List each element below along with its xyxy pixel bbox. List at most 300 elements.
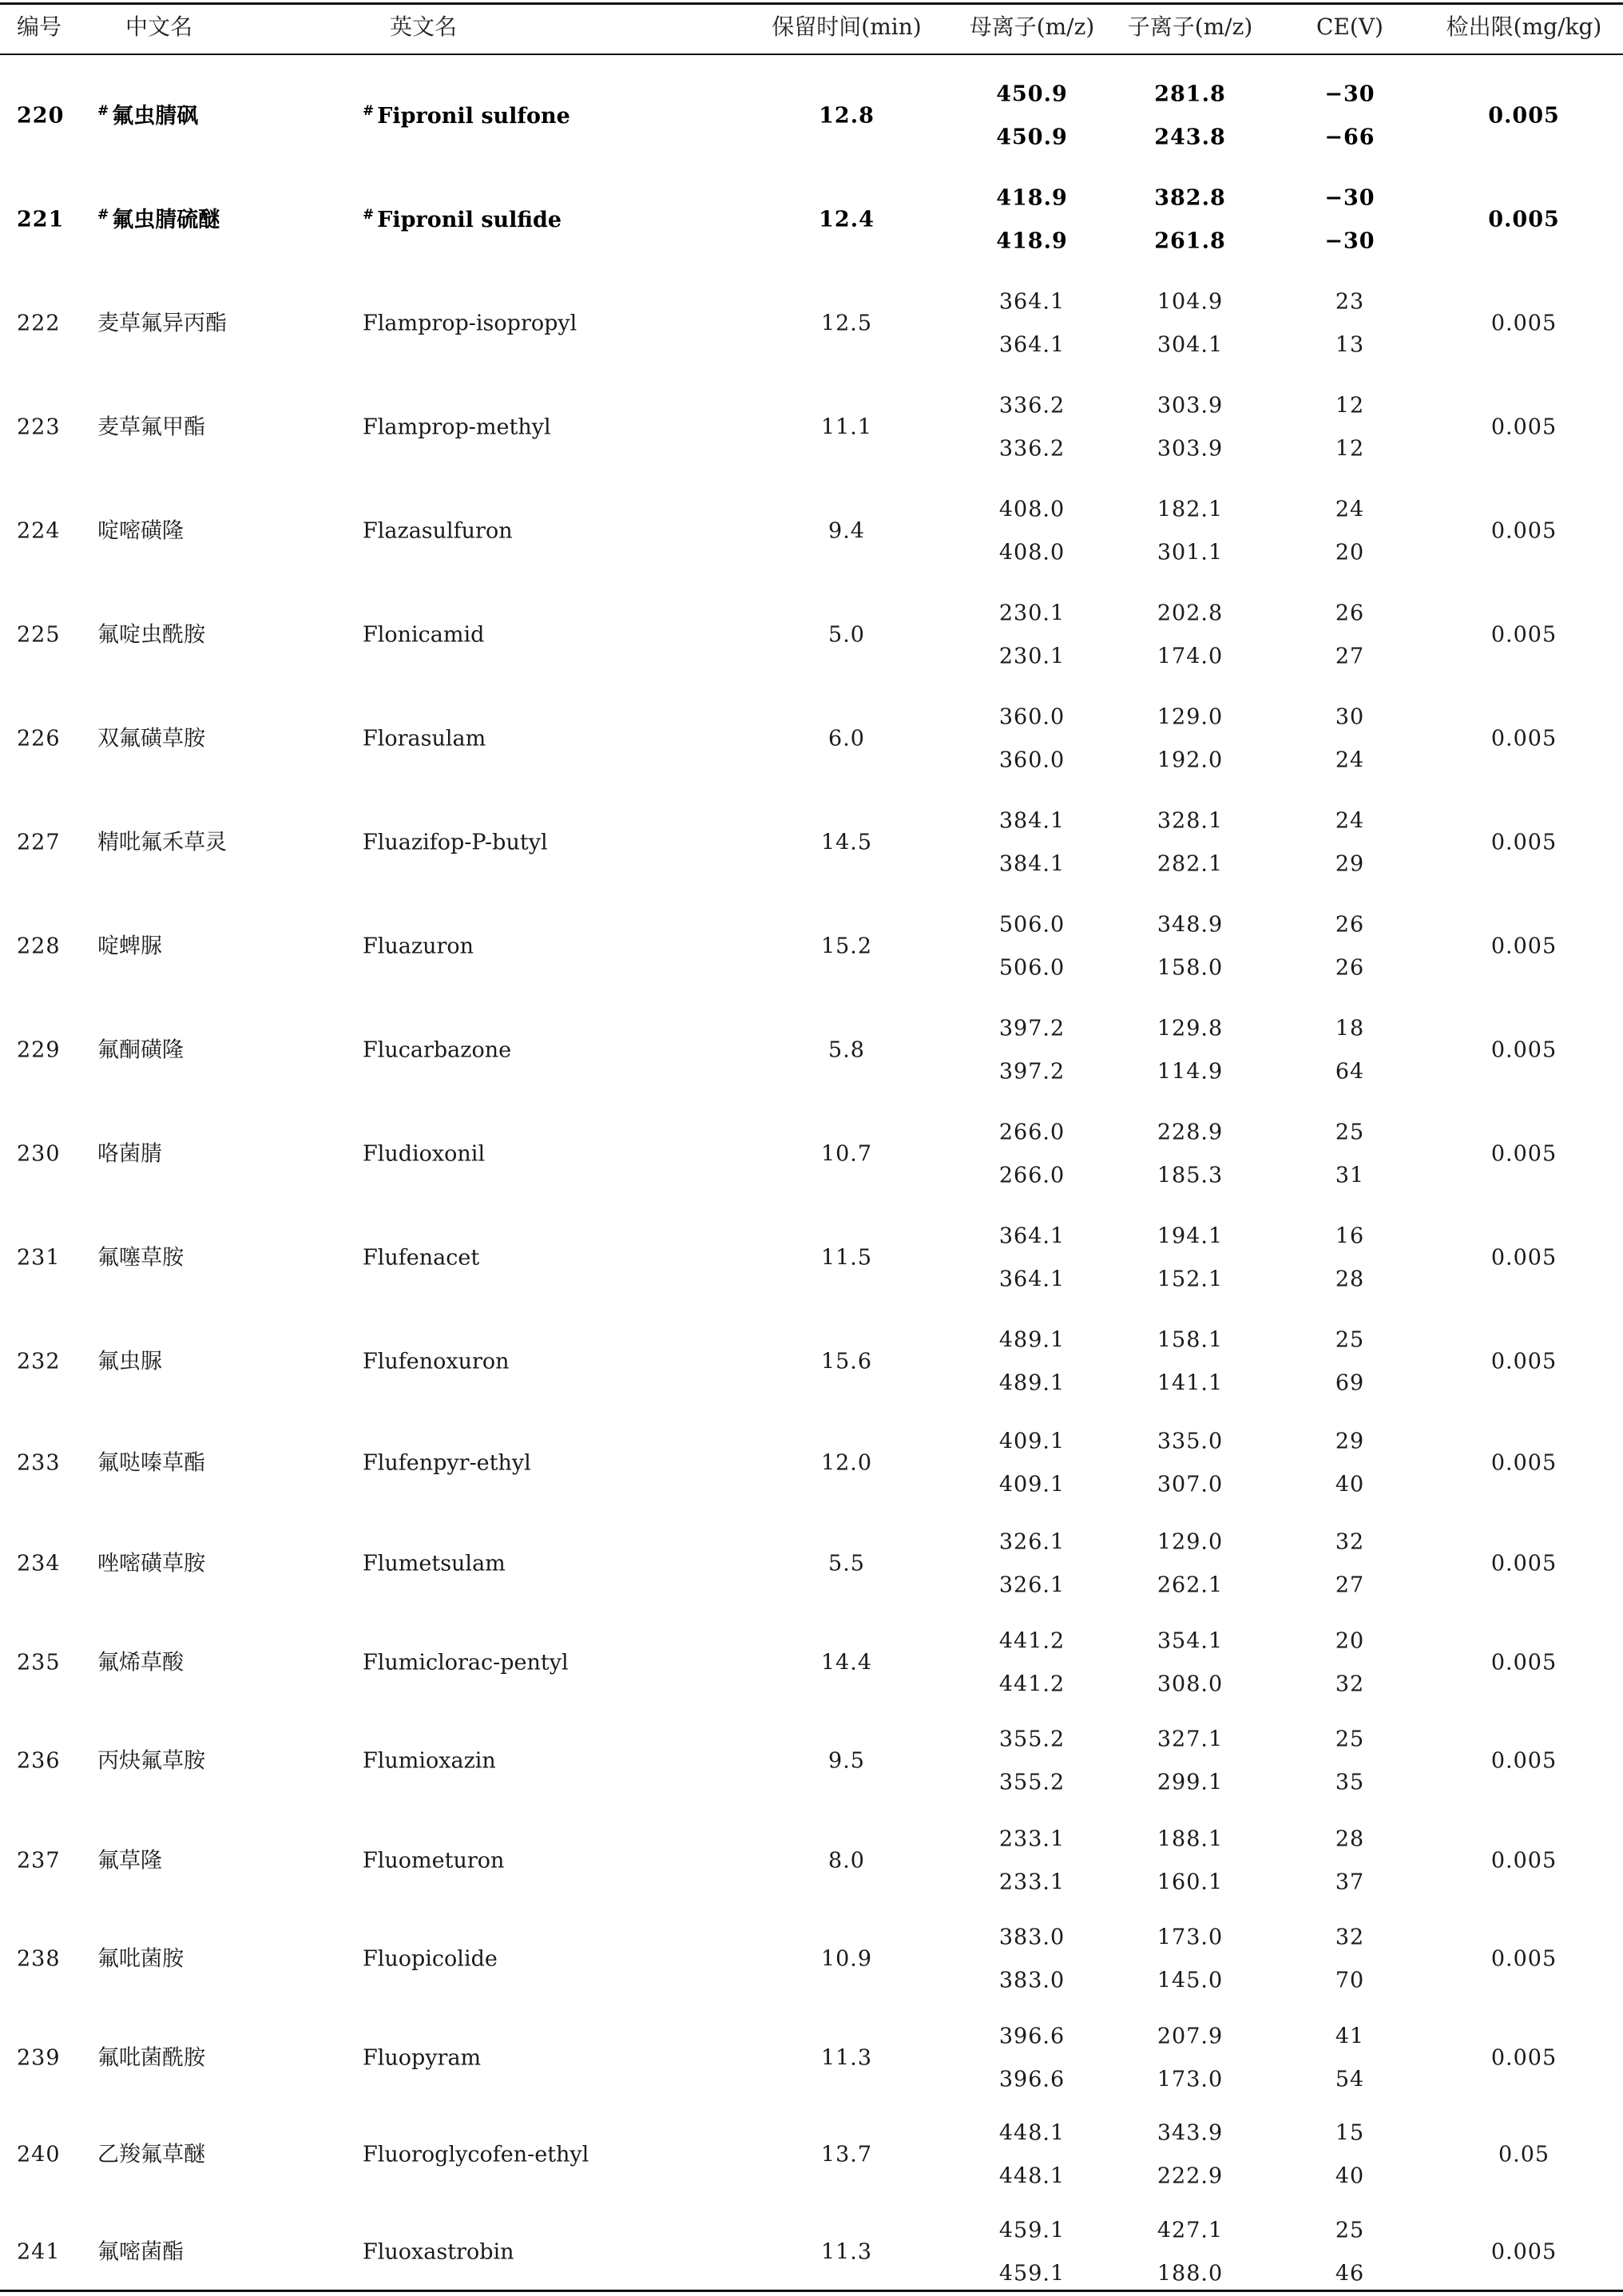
header-detection-limit: 检出限(mg/kg) <box>1446 14 1602 40</box>
parent-ion: 408.0 <box>998 497 1065 522</box>
collision-energy: 28 <box>1335 1826 1365 1852</box>
retention-time: 5.0 <box>828 622 865 648</box>
english-name-cell <box>363 1351 510 1373</box>
retention-time: 10.9 <box>820 1946 873 1972</box>
english-name: Flufenoxuron <box>363 1349 510 1374</box>
english-name: Fluopyram <box>363 2045 482 2071</box>
detection-limit: 0.005 <box>1490 1037 1558 1063</box>
retention-time: 14.4 <box>820 1650 873 1675</box>
chinese-name-cell <box>97 1748 205 1774</box>
product-ion: 152.1 <box>1157 1267 1224 1292</box>
chinese-name-cell <box>97 1351 162 1373</box>
chinese-name: 麦草氟异丙酯 <box>97 311 227 336</box>
collision-energy: 32 <box>1335 1925 1365 1950</box>
chinese-name: 啶嘧磺隆 <box>97 518 184 544</box>
product-ion: 202.8 <box>1157 601 1224 626</box>
header-collision-energy: CE(V) <box>1316 14 1383 40</box>
collision-energy: 25 <box>1335 1727 1365 1752</box>
chinese-name: 氟哒嗪草酯 <box>97 1450 205 1476</box>
detection-limit: 0.005 <box>1490 1650 1558 1675</box>
product-ion: 243.8 <box>1154 125 1226 150</box>
product-ion: 304.1 <box>1157 332 1224 358</box>
parent-ion: 326.1 <box>998 1572 1065 1598</box>
parent-ion: 266.0 <box>998 1163 1065 1188</box>
collision-energy: 69 <box>1335 1370 1365 1396</box>
collision-energy: 32 <box>1335 1671 1365 1697</box>
english-name-cell <box>363 728 486 750</box>
retention-time: 10.7 <box>820 1141 873 1167</box>
english-name-cell <box>363 2045 482 2071</box>
english-name: Flufenacet <box>363 1245 480 1271</box>
english-name: Flamprop-methyl <box>363 414 551 440</box>
collision-energy: 40 <box>1335 2163 1365 2189</box>
product-ion: 129.0 <box>1157 704 1224 730</box>
product-ion: 348.9 <box>1157 912 1224 938</box>
collision-energy: 15 <box>1335 2120 1365 2146</box>
parent-ion: 409.1 <box>998 1472 1065 1497</box>
parent-ion: 384.1 <box>998 808 1065 834</box>
product-ion: 282.1 <box>1157 851 1224 877</box>
product-ion: 185.3 <box>1157 1163 1224 1188</box>
parent-ion: 355.2 <box>998 1727 1065 1752</box>
detection-limit: 0.005 <box>1488 207 1560 232</box>
detection-limit: 0.005 <box>1490 311 1558 336</box>
product-ion: 303.9 <box>1157 436 1224 462</box>
parent-ion: 383.0 <box>998 1968 1065 1993</box>
collision-energy: 32 <box>1335 1529 1365 1555</box>
chinese-name: 氟虫脲 <box>97 1349 162 1374</box>
collision-energy: 18 <box>1335 1016 1365 1041</box>
english-name: Fluazuron <box>363 934 474 959</box>
collision-energy: 46 <box>1335 2261 1365 2286</box>
row-number: 220 <box>17 103 65 129</box>
collision-energy: 20 <box>1335 540 1365 565</box>
row-number: 237 <box>17 1848 61 1874</box>
collision-energy: 16 <box>1335 1223 1365 1249</box>
chinese-name: 氟噻草胺 <box>97 1245 184 1271</box>
chinese-name: 氟啶虫酰胺 <box>97 622 205 648</box>
chinese-name-cell <box>97 1850 162 1872</box>
row-number: 229 <box>17 1037 61 1063</box>
row-number: 234 <box>17 1551 61 1576</box>
product-ion: 182.1 <box>1157 497 1224 522</box>
retention-time: 12.0 <box>820 1450 873 1476</box>
parent-ion: 230.1 <box>998 601 1065 626</box>
retention-time: 5.5 <box>828 1551 865 1576</box>
collision-energy: 37 <box>1335 1870 1365 1895</box>
parent-ion: 355.2 <box>998 1770 1065 1795</box>
product-ion: 299.1 <box>1157 1770 1224 1795</box>
chinese-name: 双氟磺草胺 <box>97 726 205 751</box>
product-ion: 301.1 <box>1157 540 1224 565</box>
collision-energy: 70 <box>1335 1968 1365 1993</box>
english-name: Fludioxonil <box>363 1141 486 1167</box>
english-name-cell <box>363 1553 506 1575</box>
parent-ion: 506.0 <box>998 955 1065 981</box>
product-ion: 173.0 <box>1157 1925 1224 1950</box>
collision-energy: 29 <box>1335 851 1365 877</box>
footnote-mark: # <box>363 207 375 223</box>
collision-energy: 26 <box>1335 955 1365 981</box>
english-name-cell <box>363 936 474 958</box>
chinese-name: 氟酮磺隆 <box>97 1037 184 1063</box>
chinese-name: 氟烯草酸 <box>97 1650 184 1675</box>
table-bottom-rule <box>0 2290 1623 2292</box>
chinese-name-cell <box>97 1652 184 1674</box>
product-ion: 158.0 <box>1157 955 1224 981</box>
product-ion: 129.0 <box>1157 1529 1224 1555</box>
detection-limit: 0.005 <box>1490 726 1558 751</box>
collision-energy: −30 <box>1324 228 1375 254</box>
collision-energy: 12 <box>1335 436 1365 462</box>
footnote-mark: # <box>97 103 109 119</box>
chinese-name-cell <box>97 2239 184 2265</box>
collision-energy: 26 <box>1335 601 1365 626</box>
parent-ion: 336.2 <box>998 436 1065 462</box>
collision-energy: −30 <box>1324 81 1375 107</box>
english-name: Flucarbazone <box>363 1037 512 1063</box>
english-name: Fluometuron <box>363 1848 505 1874</box>
chinese-name-cell <box>97 728 205 750</box>
detection-limit: 0.005 <box>1490 1141 1558 1167</box>
english-name: Fipronil sulfide <box>377 208 562 232</box>
retention-time: 6.0 <box>828 726 865 751</box>
detection-limit: 0.005 <box>1490 2239 1558 2265</box>
collision-energy: 40 <box>1335 1472 1365 1497</box>
detection-limit: 0.005 <box>1490 1450 1558 1476</box>
retention-time: 11.3 <box>820 2045 873 2071</box>
parent-ion: 360.0 <box>998 747 1065 773</box>
collision-energy: 28 <box>1335 1267 1365 1292</box>
english-name-cell <box>363 518 513 544</box>
table-header-rule <box>0 54 1623 55</box>
parent-ion: 230.1 <box>998 644 1065 669</box>
row-number: 222 <box>17 311 61 336</box>
product-ion: 343.9 <box>1157 2120 1224 2146</box>
english-name-cell <box>363 1652 569 1674</box>
chinese-name: 咯菌腈 <box>97 1141 162 1167</box>
parent-ion: 506.0 <box>998 912 1065 938</box>
row-number: 224 <box>17 518 61 544</box>
retention-time: 11.3 <box>820 2239 873 2265</box>
retention-time: 15.6 <box>820 1349 873 1374</box>
chinese-name: 氟吡菌胺 <box>97 1946 184 1972</box>
product-ion: 262.1 <box>1157 1572 1224 1598</box>
detection-limit: 0.005 <box>1490 1349 1558 1374</box>
english-name: Flumioxazin <box>363 1748 496 1774</box>
english-name-cell <box>363 1037 512 1063</box>
product-ion: 427.1 <box>1157 2218 1224 2243</box>
english-name-cell <box>363 1946 498 1972</box>
chinese-name-cell <box>97 1946 184 1972</box>
chinese-name-cell <box>97 2144 205 2166</box>
product-ion: 114.9 <box>1157 1059 1224 1085</box>
parent-ion: 336.2 <box>998 393 1065 418</box>
product-ion: 327.1 <box>1157 1727 1224 1752</box>
collision-energy: 20 <box>1335 1628 1365 1654</box>
retention-time: 15.2 <box>820 934 873 959</box>
parent-ion: 364.1 <box>998 332 1065 358</box>
chinese-name: 精吡氟禾草灵 <box>97 830 227 855</box>
row-number: 223 <box>17 414 61 440</box>
detection-limit: 0.005 <box>1490 1551 1558 1576</box>
retention-time: 12.8 <box>819 103 875 129</box>
chinese-name: 麦草氟甲酯 <box>97 414 205 440</box>
chinese-name-cell <box>97 1141 162 1167</box>
chinese-name: 乙羧氟草醚 <box>97 2142 205 2167</box>
chinese-name-cell <box>97 414 205 440</box>
detection-limit: 0.005 <box>1490 518 1558 544</box>
product-ion: 173.0 <box>1157 2067 1224 2092</box>
product-ion: 129.8 <box>1157 1016 1224 1041</box>
product-ion: 303.9 <box>1157 393 1224 418</box>
english-name: Fipronil sulfone <box>377 104 570 129</box>
english-name: Fluopicolide <box>363 1946 498 1972</box>
retention-time: 12.4 <box>819 207 875 232</box>
parent-ion: 396.6 <box>998 2067 1065 2092</box>
parent-ion: 364.1 <box>998 289 1065 315</box>
product-ion: 228.9 <box>1157 1120 1224 1145</box>
detection-limit: 0.005 <box>1490 2045 1558 2071</box>
parent-ion: 489.1 <box>998 1327 1065 1353</box>
collision-energy: 24 <box>1335 747 1365 773</box>
english-name-cell <box>363 622 485 648</box>
row-number: 239 <box>17 2045 61 2071</box>
english-name: Fluoxastrobin <box>363 2239 514 2265</box>
english-name-cell <box>363 1450 531 1476</box>
chinese-name-cell <box>97 832 227 854</box>
parent-ion: 459.1 <box>998 2261 1065 2286</box>
parent-ion: 397.2 <box>998 1059 1065 1085</box>
parent-ion: 459.1 <box>998 2218 1065 2243</box>
parent-ion: 418.9 <box>996 228 1068 254</box>
english-name-cell <box>363 208 562 231</box>
product-ion: 194.1 <box>1157 1223 1224 1249</box>
collision-energy: 31 <box>1335 1163 1365 1188</box>
detection-limit: 0.005 <box>1490 934 1558 959</box>
chinese-name-cell <box>97 2045 205 2071</box>
chinese-name: 氟吡菌酰胺 <box>97 2045 205 2071</box>
parent-ion: 418.9 <box>996 185 1068 211</box>
product-ion: 145.0 <box>1157 1968 1224 1993</box>
product-ion: 308.0 <box>1157 1671 1224 1697</box>
product-ion: 261.8 <box>1154 228 1226 254</box>
detection-limit: 0.005 <box>1490 414 1558 440</box>
footnote-mark: # <box>97 207 109 223</box>
collision-energy: 13 <box>1335 332 1365 358</box>
parent-ion: 409.1 <box>998 1429 1065 1454</box>
parent-ion: 233.1 <box>998 1870 1065 1895</box>
parent-ion: 233.1 <box>998 1826 1065 1852</box>
chinese-name: 氟虫腈硫醚 <box>112 208 220 232</box>
footnote-mark: # <box>363 103 375 119</box>
collision-energy: 29 <box>1335 1429 1365 1454</box>
detection-limit: 0.005 <box>1490 1946 1558 1972</box>
english-name: Fluoroglycofen-ethyl <box>363 2142 589 2167</box>
english-name-cell <box>363 414 551 440</box>
english-name-cell <box>363 2239 514 2265</box>
retention-time: 11.1 <box>820 414 873 440</box>
header-retention-time: 保留时间(min) <box>772 14 922 40</box>
collision-energy: 25 <box>1335 2218 1365 2243</box>
retention-time: 14.5 <box>820 830 873 855</box>
english-name: Flumetsulam <box>363 1551 506 1576</box>
parent-ion: 489.1 <box>998 1370 1065 1396</box>
collision-energy: 27 <box>1335 1572 1365 1598</box>
retention-time: 8.0 <box>828 1848 865 1874</box>
collision-energy: 25 <box>1335 1120 1365 1145</box>
chinese-name: 氟虫腈砜 <box>112 104 199 129</box>
row-number: 225 <box>17 622 61 648</box>
english-name-cell <box>363 1247 479 1269</box>
parent-ion: 408.0 <box>998 540 1065 565</box>
collision-energy: 26 <box>1335 912 1365 938</box>
parent-ion: 360.0 <box>998 704 1065 730</box>
parent-ion: 364.1 <box>998 1267 1065 1292</box>
collision-energy: 41 <box>1335 2024 1365 2049</box>
product-ion: 281.8 <box>1154 81 1226 107</box>
row-number: 230 <box>17 1141 61 1167</box>
chinese-name: 氟嘧菌酯 <box>97 2239 184 2265</box>
english-name-cell <box>363 1748 496 1774</box>
english-name-cell <box>363 1850 504 1872</box>
parent-ion: 448.1 <box>998 2120 1065 2146</box>
retention-time: 13.7 <box>820 2142 873 2167</box>
parent-ion: 441.2 <box>998 1671 1065 1697</box>
row-number: 235 <box>17 1650 61 1675</box>
chinese-name: 丙炔氟草胺 <box>97 1748 205 1774</box>
parent-ion: 396.6 <box>998 2024 1065 2049</box>
collision-energy: 23 <box>1335 289 1365 315</box>
chinese-name-cell <box>97 1553 205 1575</box>
parent-ion: 384.1 <box>998 851 1065 877</box>
product-ion: 328.1 <box>1157 808 1224 834</box>
english-name: Flamprop-isopropyl <box>363 311 577 336</box>
header-chinese-name: 中文名 <box>125 14 193 40</box>
product-ion: 335.0 <box>1157 1429 1224 1454</box>
chinese-name-cell <box>97 1450 205 1476</box>
row-number: 231 <box>17 1245 61 1271</box>
english-name: Florasulam <box>363 726 486 751</box>
detection-limit: 0.005 <box>1488 103 1560 129</box>
parent-ion: 450.9 <box>996 81 1068 107</box>
english-name-cell <box>363 1141 486 1167</box>
english-name: Flonicamid <box>363 622 485 648</box>
chinese-name-cell <box>97 208 220 231</box>
row-number: 236 <box>17 1748 61 1774</box>
chinese-name: 唑嘧磺草胺 <box>97 1551 205 1576</box>
product-ion: 174.0 <box>1157 644 1224 669</box>
detection-limit: 0.005 <box>1490 622 1558 648</box>
parent-ion: 383.0 <box>998 1925 1065 1950</box>
row-number: 227 <box>17 830 61 855</box>
collision-energy: 24 <box>1335 808 1365 834</box>
row-number: 221 <box>17 207 65 232</box>
collision-energy: 27 <box>1335 644 1365 669</box>
english-name: Fluazifop-P-butyl <box>363 830 548 855</box>
collision-energy: 30 <box>1335 704 1365 730</box>
header-parent-ion: 母离子(m/z) <box>969 14 1095 40</box>
detection-limit: 0.005 <box>1490 1848 1558 1874</box>
detection-limit: 0.005 <box>1490 1748 1558 1774</box>
collision-energy: −30 <box>1324 185 1375 211</box>
header-no: 编号 <box>17 14 62 40</box>
header-product-ion: 子离子(m/z) <box>1127 14 1253 40</box>
english-name: Flufenpyr-ethyl <box>363 1450 531 1476</box>
collision-energy: 54 <box>1335 2067 1365 2092</box>
product-ion: 354.1 <box>1157 1628 1224 1654</box>
english-name-cell <box>363 313 577 335</box>
product-ion: 222.9 <box>1157 2163 1224 2189</box>
chinese-name: 啶蜱脲 <box>97 934 162 959</box>
collision-energy: 24 <box>1335 497 1365 522</box>
retention-time: 12.5 <box>820 311 873 336</box>
collision-energy: 35 <box>1335 1770 1365 1795</box>
english-name-cell <box>363 832 548 854</box>
detection-limit: 0.05 <box>1498 2142 1550 2167</box>
parent-ion: 326.1 <box>998 1529 1065 1555</box>
parent-ion: 448.1 <box>998 2163 1065 2189</box>
chinese-name-cell <box>97 1247 184 1269</box>
english-name-cell <box>363 105 570 127</box>
collision-energy: 12 <box>1335 393 1365 418</box>
parent-ion: 397.2 <box>998 1016 1065 1041</box>
parent-ion: 450.9 <box>996 125 1068 150</box>
chinese-name-cell <box>97 622 205 648</box>
table-top-rule <box>0 2 1623 5</box>
detection-limit: 0.005 <box>1490 1245 1558 1271</box>
chinese-name-cell <box>97 1037 184 1063</box>
detection-limit: 0.005 <box>1490 830 1558 855</box>
product-ion: 192.0 <box>1157 747 1224 773</box>
product-ion: 188.0 <box>1157 2261 1224 2286</box>
product-ion: 307.0 <box>1157 1472 1224 1497</box>
collision-energy: 64 <box>1335 1059 1365 1085</box>
english-name: Flumiclorac-pentyl <box>363 1650 569 1675</box>
row-number: 228 <box>17 934 61 959</box>
retention-time: 11.5 <box>820 1245 873 1271</box>
collision-energy: 25 <box>1335 1327 1365 1353</box>
chinese-name-cell <box>97 518 184 544</box>
parent-ion: 364.1 <box>998 1223 1065 1249</box>
row-number: 238 <box>17 1946 61 1972</box>
product-ion: 382.8 <box>1154 185 1226 211</box>
retention-time: 5.8 <box>828 1037 865 1063</box>
row-number: 241 <box>17 2239 61 2265</box>
product-ion: 160.1 <box>1157 1870 1224 1895</box>
chinese-name-cell <box>97 105 198 127</box>
product-ion: 188.1 <box>1157 1826 1224 1852</box>
chinese-name-cell <box>97 313 227 335</box>
retention-time: 9.5 <box>828 1748 865 1774</box>
parent-ion: 266.0 <box>998 1120 1065 1145</box>
chinese-name: 氟草隆 <box>97 1848 162 1874</box>
product-ion: 158.1 <box>1157 1327 1224 1353</box>
collision-energy: −66 <box>1324 125 1375 150</box>
english-name: Flazasulfuron <box>363 518 513 544</box>
retention-time: 9.4 <box>828 518 865 544</box>
row-number: 233 <box>17 1450 61 1476</box>
chinese-name-cell <box>97 936 162 958</box>
product-ion: 207.9 <box>1157 2024 1224 2049</box>
product-ion: 104.9 <box>1157 289 1224 315</box>
row-number: 240 <box>17 2142 61 2167</box>
row-number: 226 <box>17 726 61 751</box>
product-ion: 141.1 <box>1157 1370 1224 1396</box>
english-name-cell <box>363 2144 589 2166</box>
header-english-name: 英文名 <box>390 14 458 40</box>
row-number: 232 <box>17 1349 61 1374</box>
